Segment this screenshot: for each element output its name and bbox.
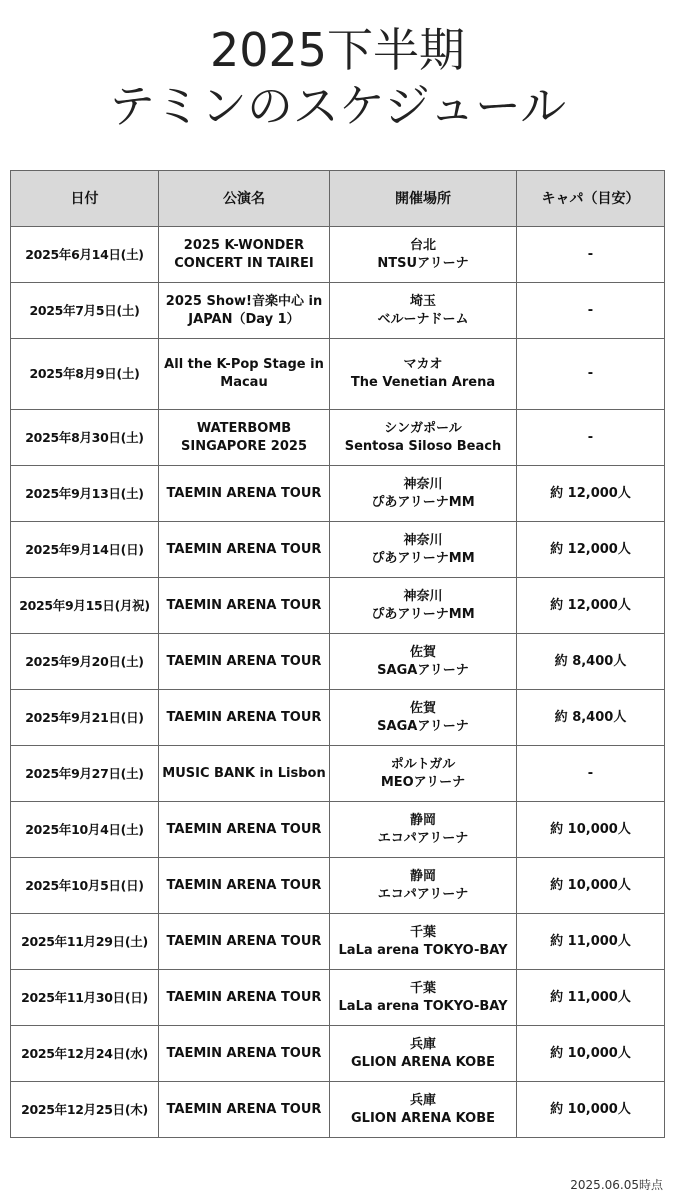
date-cell [11, 578, 159, 634]
date-text: 2025年9月27日(土) [25, 765, 144, 781]
capacity-text: - [587, 765, 594, 781]
show-line-1: TAEMIN ARENA TOUR [166, 1101, 322, 1117]
table-row [11, 802, 665, 858]
date-cell [11, 1026, 159, 1082]
venue-line-1: ポルトガル [390, 756, 456, 772]
date-text: 2025年11月30日(日) [21, 989, 148, 1005]
venue-cell [330, 466, 517, 522]
venue-line-2: GLION ARENA KOBE [351, 1110, 495, 1126]
title-line-2: テミンのスケジュール [108, 79, 567, 133]
table-row [11, 339, 665, 410]
capacity-text: - [587, 366, 594, 381]
date-text: 2025年9月13日(土) [25, 485, 144, 501]
table-row [11, 283, 665, 339]
venue-line-1: 台北 [409, 237, 436, 253]
table-row [11, 522, 665, 578]
venue-line-2: LaLa arena TOKYO-BAY [338, 998, 508, 1014]
venue-cell [330, 690, 517, 746]
date-text: 2025年7月5日(土) [29, 302, 140, 318]
show-line-1: TAEMIN ARENA TOUR [166, 877, 322, 893]
capacity-cell [517, 690, 665, 746]
date-text: 2025年11月29日(土) [21, 933, 148, 949]
capacity-cell [517, 914, 665, 970]
venue-cell [330, 634, 517, 690]
page-title [0, 22, 675, 134]
show-cell [159, 522, 330, 578]
date-cell [11, 634, 159, 690]
table-row [11, 227, 665, 283]
date-text: 2025年6月14日(土) [25, 246, 144, 262]
venue-line-1: 静岡 [409, 868, 436, 884]
capacity-text: 約 8,400人 [554, 653, 627, 669]
header-row [11, 171, 665, 227]
show-cell [159, 283, 330, 339]
show-line-1: TAEMIN ARENA TOUR [166, 653, 322, 669]
venue-cell [330, 1082, 517, 1138]
table-row [11, 466, 665, 522]
date-text: 2025年9月20日(土) [25, 653, 144, 669]
capacity-text: 約 11,000人 [550, 933, 631, 949]
capacity-text: 約 8,400人 [554, 709, 627, 725]
date-cell [11, 1082, 159, 1138]
table-row [11, 970, 665, 1026]
capacity-cell [517, 634, 665, 690]
show-line-2: SINGAPORE 2025 [181, 438, 307, 454]
table-row [11, 1082, 665, 1138]
show-cell [159, 802, 330, 858]
capacity-text: 約 10,000人 [550, 1101, 631, 1117]
date-cell [11, 746, 159, 802]
capacity-text: 約 10,000人 [550, 821, 631, 837]
show-line-1: TAEMIN ARENA TOUR [166, 597, 322, 613]
venue-line-2: エコパアリーナ [377, 830, 469, 846]
venue-line-2: ベルーナドーム [377, 311, 469, 327]
date-text: 2025年9月15日(月祝) [19, 597, 150, 613]
venue-line-2: ぴあアリーナMM [371, 606, 475, 622]
venue-line-1: 静岡 [409, 812, 436, 828]
date-cell [11, 410, 159, 466]
venue-line-1: 千葉 [409, 924, 436, 940]
show-cell [159, 914, 330, 970]
show-line-2: JAPAN（Day 1） [188, 311, 300, 327]
capacity-cell [517, 339, 665, 410]
venue-line-2: GLION ARENA KOBE [351, 1054, 495, 1070]
date-text: 2025年10月4日(土) [25, 821, 144, 837]
date-cell [11, 858, 159, 914]
venue-cell [330, 578, 517, 634]
as-of-date: 2025.06.05時点 [570, 1178, 663, 1192]
capacity-cell [517, 466, 665, 522]
show-cell [159, 690, 330, 746]
date-cell [11, 466, 159, 522]
show-cell [159, 970, 330, 1026]
venue-cell [330, 858, 517, 914]
date-cell [11, 339, 159, 410]
show-cell [159, 634, 330, 690]
capacity-text: - [587, 302, 594, 318]
show-line-1: MUSIC BANK in Lisbon [162, 765, 326, 781]
schedule-table [10, 170, 665, 1138]
show-cell [159, 227, 330, 283]
venue-line-1: 神奈川 [403, 476, 443, 492]
venue-line-1: 兵庫 [409, 1036, 436, 1052]
capacity-text: 約 12,000人 [550, 541, 631, 557]
venue-line-2: SAGAアリーナ [377, 662, 469, 678]
venue-line-1: 神奈川 [403, 588, 443, 604]
date-text: 2025年8月9日(土) [29, 366, 140, 381]
date-cell [11, 283, 159, 339]
capacity-cell [517, 578, 665, 634]
venue-cell [330, 227, 517, 283]
venue-line-2: ぴあアリーナMM [371, 550, 475, 566]
show-line-2: Macau [220, 375, 268, 390]
table-row [11, 914, 665, 970]
date-cell [11, 914, 159, 970]
venue-line-2: エコパアリーナ [377, 886, 469, 902]
show-line-1: TAEMIN ARENA TOUR [166, 989, 322, 1005]
show-line-2: CONCERT IN TAIREI [174, 255, 314, 271]
venue-line-1: 兵庫 [409, 1092, 436, 1108]
venue-cell [330, 746, 517, 802]
table-row [11, 634, 665, 690]
capacity-text: - [587, 246, 594, 262]
venue-line-2: Sentosa Siloso Beach [344, 438, 502, 454]
venue-line-1: 埼玉 [409, 293, 436, 309]
venue-cell [330, 522, 517, 578]
venue-line-1: マカオ [403, 357, 443, 372]
header-show: 公演名 [159, 171, 330, 227]
show-cell [159, 339, 330, 410]
venue-line-2: ぴあアリーナMM [371, 494, 475, 510]
capacity-cell [517, 802, 665, 858]
venue-line-1: 神奈川 [403, 532, 443, 548]
show-line-1: TAEMIN ARENA TOUR [166, 541, 322, 557]
header-capacity: キャパ（目安） [517, 171, 665, 227]
show-line-1: TAEMIN ARENA TOUR [166, 821, 322, 837]
table-row [11, 858, 665, 914]
show-line-1: 2025 K-WONDER [183, 237, 305, 253]
date-text: 2025年8月30日(土) [25, 429, 144, 445]
capacity-text: 約 12,000人 [550, 485, 631, 501]
table-row [11, 578, 665, 634]
capacity-cell [517, 1026, 665, 1082]
capacity-cell [517, 283, 665, 339]
date-cell [11, 970, 159, 1026]
date-text: 2025年9月14日(日) [25, 541, 144, 557]
date-text: 2025年12月25日(木) [21, 1101, 148, 1117]
venue-cell [330, 1026, 517, 1082]
date-text: 2025年10月5日(日) [25, 877, 144, 893]
show-line-1: 2025 Show!音楽中心 in [165, 293, 323, 309]
date-text: 2025年12月24日(水) [21, 1045, 148, 1061]
date-cell [11, 690, 159, 746]
date-cell [11, 802, 159, 858]
venue-line-2: MEOアリーナ [380, 774, 466, 790]
capacity-cell [517, 970, 665, 1026]
capacity-text: 約 11,000人 [550, 989, 631, 1005]
show-cell [159, 746, 330, 802]
show-line-1: WATERBOMB [196, 420, 292, 436]
show-cell [159, 410, 330, 466]
capacity-cell [517, 227, 665, 283]
show-cell [159, 1026, 330, 1082]
show-cell [159, 466, 330, 522]
show-line-1: TAEMIN ARENA TOUR [166, 485, 322, 501]
capacity-cell [517, 858, 665, 914]
show-line-1: All the K-Pop Stage in [164, 357, 324, 372]
table-row [11, 690, 665, 746]
show-line-1: TAEMIN ARENA TOUR [166, 933, 322, 949]
title-line-1: 2025下半期 [209, 23, 466, 77]
show-cell [159, 1082, 330, 1138]
table-row [11, 746, 665, 802]
show-line-1: TAEMIN ARENA TOUR [166, 1045, 322, 1061]
venue-line-1: シンガポール [384, 420, 462, 436]
venue-cell [330, 283, 517, 339]
venue-cell [330, 802, 517, 858]
show-line-1: TAEMIN ARENA TOUR [166, 709, 322, 725]
capacity-cell [517, 1082, 665, 1138]
venue-line-1: 千葉 [409, 980, 436, 996]
capacity-text: - [587, 429, 594, 445]
capacity-text: 約 12,000人 [550, 597, 631, 613]
capacity-cell [517, 410, 665, 466]
show-cell [159, 858, 330, 914]
table-row [11, 1026, 665, 1082]
show-cell [159, 578, 330, 634]
date-cell [11, 227, 159, 283]
capacity-cell [517, 522, 665, 578]
venue-line-1: 佐賀 [409, 644, 436, 660]
venue-cell [330, 410, 517, 466]
table-row [11, 410, 665, 466]
venue-line-2: NTSUアリーナ [377, 255, 469, 271]
venue-cell [330, 970, 517, 1026]
date-cell [11, 522, 159, 578]
venue-cell [330, 339, 517, 410]
capacity-cell [517, 746, 665, 802]
venue-cell [330, 914, 517, 970]
date-text: 2025年9月21日(日) [25, 709, 144, 725]
capacity-text: 約 10,000人 [550, 877, 631, 893]
venue-line-2: The Venetian Arena [350, 375, 496, 390]
header-venue: 開催場所 [330, 171, 517, 227]
capacity-text: 約 10,000人 [550, 1045, 631, 1061]
venue-line-1: 佐賀 [409, 700, 436, 716]
venue-line-2: SAGAアリーナ [377, 718, 469, 734]
venue-line-2: LaLa arena TOKYO-BAY [338, 942, 508, 958]
header-date: 日付 [11, 171, 159, 227]
